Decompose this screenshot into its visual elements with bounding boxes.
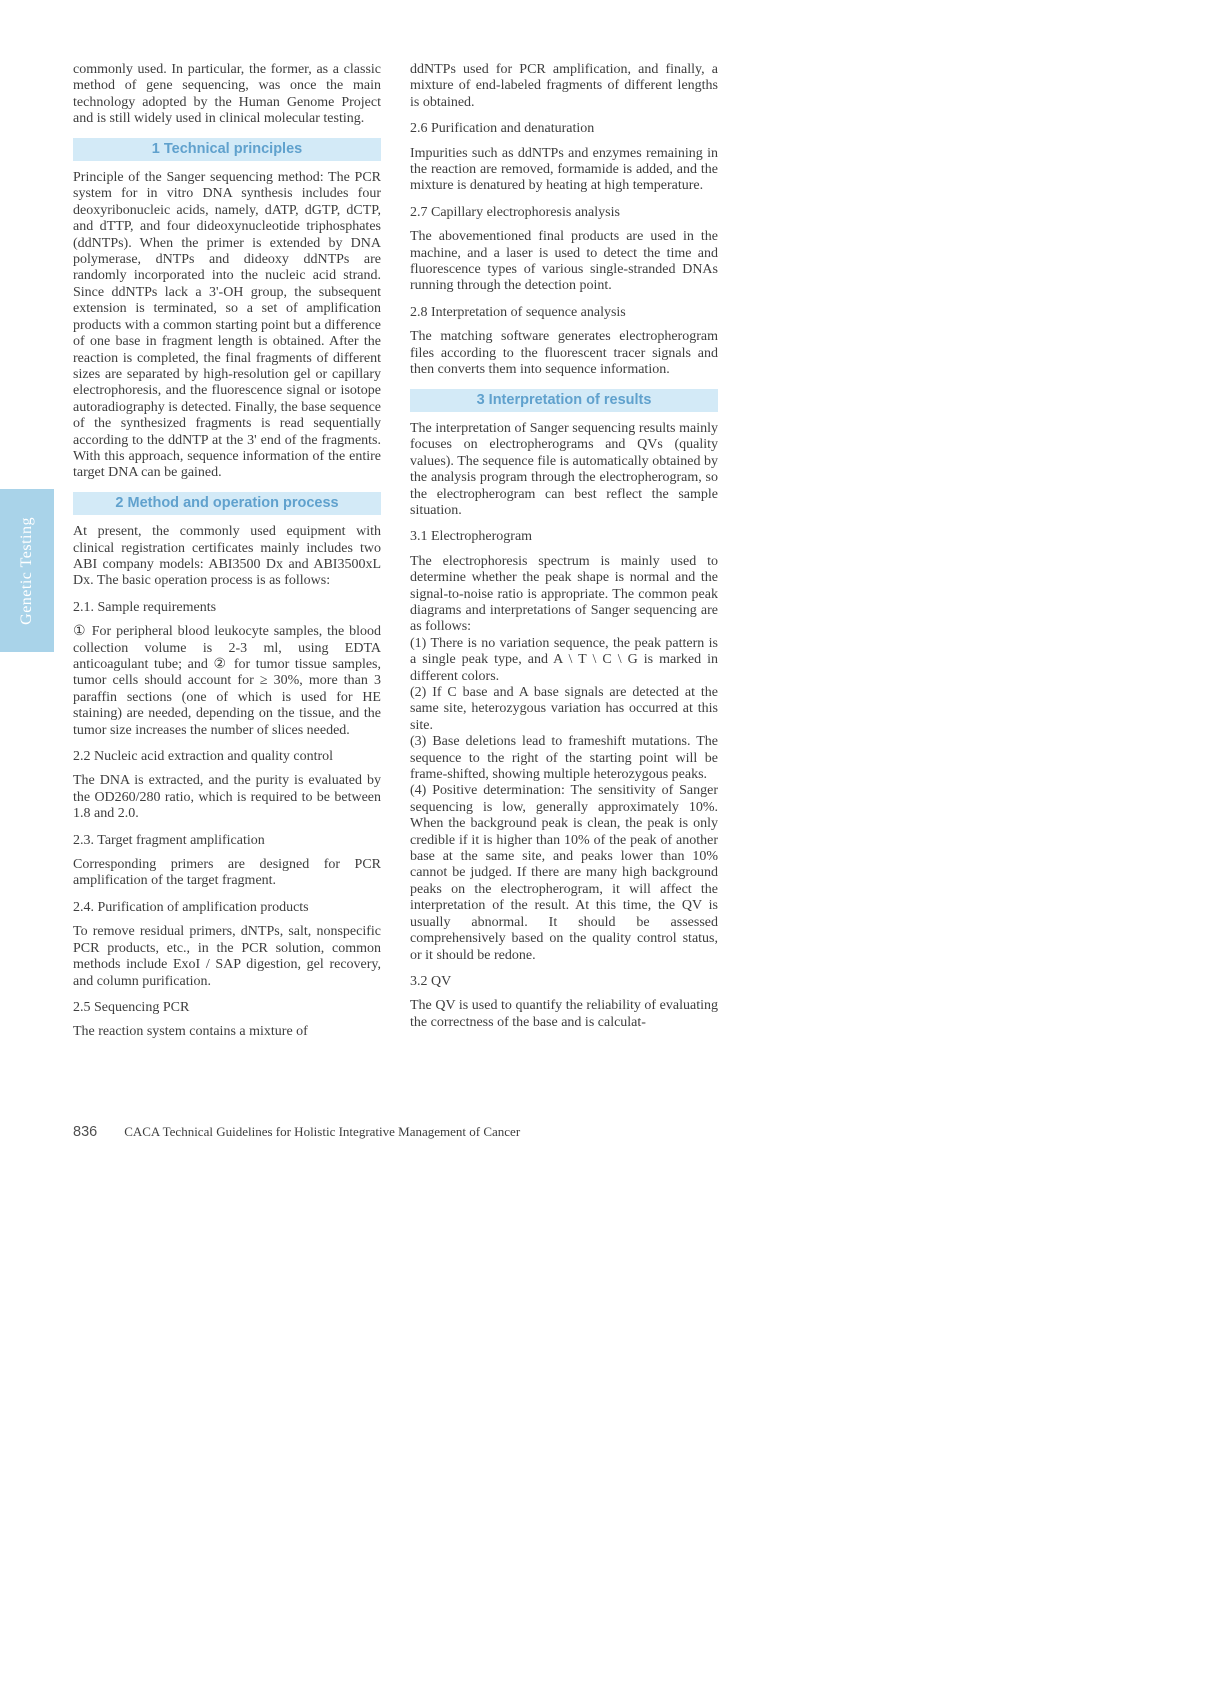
subsection-heading: 2.2 Nucleic acid extraction and quality control — [73, 749, 334, 765]
paragraph: Impurities such as ddNTPs and enzymes remaining in the reaction are removed, formamide is added, and the mixture is denatured by heating at high temperature. — [410, 145, 718, 194]
subsection-heading: 2.8 Interpretation of sequence analysis — [410, 304, 626, 320]
book-title: CACA Technical Guidelines for Holistic Integrative Management of Cancer — [124, 1124, 521, 1139]
numbered-item: (4) Positive determination: The sensitivity of Sanger sequencing is low, generally approximately 10%. When the background peak is clean, the peak is only credible if it is higher than 10% of the peak of another base at the same site, and peaks lower than 10% cannot be judged. If there are many high background peaks on the electropherogram, it will affect the interpretation of the result. At this time, the QV is usually abnormal. It should be assessed comprehensively based on the quality control status, or it should be redone. — [410, 783, 718, 963]
subsection-heading: 2.3. Target fragment amplification — [73, 832, 265, 848]
page-footer — [73, 1124, 520, 1140]
subsection-heading: 3.1 Electropherogram — [410, 529, 533, 545]
page-number: 836 — [73, 1124, 98, 1140]
subsection-heading: 2.5 Sequencing PCR — [73, 999, 190, 1015]
paragraph: Principle of the Sanger sequencing method: The PCR system for in vitro DNA synthesis includes four deoxyribonucleic acids, namely, dATP, dGTP, dCTP, and dTTP, and four dideoxynucleotide triphosphates (ddNTPs). When the primer is extended by DNA polymerase, dNTPs and dideoxy ddNTPs are randomly incorporated into the nucleic acid strand. Since ddNTPs lack a 3'-OH group, the subsequent extension is terminated, so a set of amplification products with a common starting point but a difference of one base in fragment length is obtained. After the reaction is completed, the final fragments of different sizes are separated by high-resolution gel or capillary electrophoresis, and the fluorescence signal or isotope autoradiography is detected. Finally, the base sequence of the synthesized fragments is read sequentially according to the ddNTP at the 3' end of the fragments. With this approach, sequence information of the entire target DNA can be gained. — [73, 170, 381, 481]
numbered-item: (2) If C base and A base signals are detected at the same site, heterozygous variation has occurred at this site. — [410, 685, 718, 733]
paragraph: The QV is used to quantify the reliability of evaluating the correctness of the base and is calculat- — [410, 998, 718, 1030]
paragraph: To remove residual primers, dNTPs, salt, nonspecific PCR products, etc., in the PCR solution, common methods include ExoI / SAP digestion, gel recovery, and column purification. — [73, 924, 381, 989]
section-heading: 1 Technical principles — [73, 138, 381, 161]
paragraph: Corresponding primers are designed for PCR amplification of the target fragment. — [73, 857, 381, 889]
right-column — [410, 62, 718, 1039]
paragraph: ① For peripheral blood leukocyte samples, the blood collection volume is 2-3 ml, using EDTA anticoagulant tube; and ② for tumor tissue samples, tumor cells should account for ≥ 30%, more than 3 paraffin sections (one of which is used for HE staining) are needed, depending on the tissue, and the tumor size increases the number of slices needed. — [73, 624, 381, 738]
paragraph: The DNA is extracted, and the purity is evaluated by the OD260/280 ratio, which is required to be between 1.8 and 2.0. — [73, 773, 381, 822]
paragraph: commonly used. In particular, the former, as a classic method of gene sequencing, was once the main technology adopted by the Human Genome Project and is still widely used in clinical molecular testing. — [73, 62, 381, 127]
genetic-testing-side-tab — [0, 489, 54, 652]
paragraph: The matching software generates electropherogram files according to the fluorescent tracer signals and then converts them into sequence information. — [410, 329, 718, 378]
subsection-heading: 2.6 Purification and denaturation — [410, 121, 595, 137]
numbered-item: (3) Base deletions lead to frameshift mutations. The sequence to the right of the starting point will be frame-shifted, showing multiple heterozygous peaks. — [410, 734, 718, 783]
section-heading: 2 Method and operation process — [73, 492, 381, 515]
paragraph: ddNTPs used for PCR amplification, and finally, a mixture of end-labeled fragments of different lengths is obtained. — [410, 62, 718, 110]
left-column — [73, 62, 381, 1049]
subsection-heading: 3.2 QV — [410, 973, 452, 989]
paragraph: The interpretation of Sanger sequencing results mainly focuses on electropherograms and QVs (quality values). The sequence file is automatically obtained by the analysis program through the electropherogram, so the electropherogram can best reflect the sample situation. — [410, 420, 718, 518]
section-heading: 3 Interpretation of results — [410, 389, 718, 412]
paragraph: At present, the commonly used equipment with clinical registration certificates mainly includes two ABI company models: ABI3500 Dx and ABI3500xL Dx. The basic operation process is as follows: — [73, 524, 381, 589]
paragraph: The electrophoresis spectrum is mainly used to determine whether the peak shape is normal and the signal-to-noise ratio is appropriate. The common peak diagrams and interpretations of Sanger sequencing are as follows: — [410, 553, 718, 635]
subsection-heading: 2.1. Sample requirements — [73, 599, 217, 615]
side-tab-label: Genetic Testing — [18, 516, 35, 625]
subsection-heading: 2.7 Capillary electrophoresis analysis — [410, 204, 620, 220]
numbered-item: (1) There is no variation sequence, the peak pattern is a single peak type, and A \ T \ C \ G is marked in different colors. — [410, 635, 718, 684]
paragraph: The abovementioned final products are used in the machine, and a laser is used to detect the time and fluorescence types of various single-stranded DNAs running through the detection point. — [410, 229, 718, 294]
subsection-heading: 2.4. Purification of amplification products — [73, 899, 309, 915]
paragraph: The reaction system contains a mixture of — [73, 1024, 308, 1040]
